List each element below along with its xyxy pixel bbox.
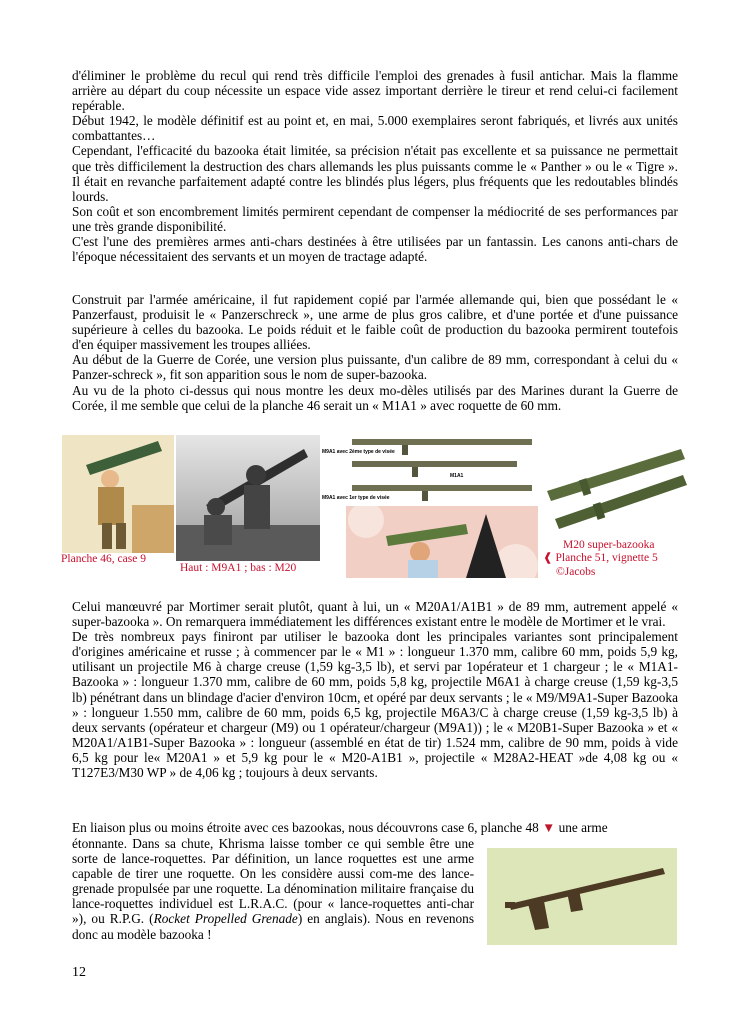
paragraph-block-mid <box>72 292 678 413</box>
final-left-text-end: ) en anglais). Nous en revenons donc au modèle bazooka ! <box>72 911 474 942</box>
comic-panel-planche51 <box>346 506 538 578</box>
paragraph-final-left <box>72 836 474 942</box>
comic-panel-planche46 <box>62 435 174 553</box>
final-intro-text: En liaison plus ou moins étroite avec ces bazookas, nous découvrons case 6, planche 48 <box>72 820 539 835</box>
paragraph: Au début de la Guerre de Corée, une version plus puissante, d'un calibre de 89 mm, correspondant à celui du « Panzer-schreck », fit son apparition sous le nom de super-bazooka. <box>72 352 678 383</box>
caption-planche46: Planche 46, case 9 <box>61 553 146 565</box>
paragraph: C'est l'une des premières armes anti-chars destinées à être utilisées par un fantassin. Les canons anti-chars de l'époque nécessitaient des servants et un moyen de tractage adapté. <box>72 234 678 265</box>
paragraph: De très nombreux pays finiront par utiliser le bazooka dont les principales variantes sont principalement d'origines américaine et russe ; à commencer par le « M1 » : longueur 1.370 mm, calibre 60 mm, poids 5,9 kg, utilisant un projectile M6 à charge creuse (1,59 kg-3,5 lb), et servi par 1opérateur et 1 chargeur ; le « M1A1-Bazooka » : longueur 1.370 mm, calibre de 60 mm, poids 5,8 kg, projectile M6A1 à charge creuse (1,59 kg-3,5 lb) pénétrant dans un blindage d'acier d'environ 10cm, et opéré par deux servants ; le « M9/M9A1-Super Bazooka » : longueur 1.550 mm, calibre de 60 mm, poids 6,5 kg, projectile M6A3/C à charge creuse (1,59 kg-3,5 lb) à deux servants (opérateur et chargeur (M9) ou 1 opérateur/chargeur (M9A1)) ; le « M20B1-Super Bazooka » et « M20A1/A1B1-Super Bazooka » : longueur (assemblé en état de tir) 1.524 mm, calibre de 90 mm, poids à vide 6,5 kg pour le« M20A1 » et 5,9 kg pour le « M20-A1B1 », projectile « M28A2-HEAT »de 4,08 kg ou « T127E3/M30 WP » de 4,06 kg ; toujours à deux servants. <box>72 629 678 781</box>
photo-m9a1-m20 <box>176 435 320 561</box>
page-number: 12 <box>72 965 86 980</box>
photo-m20-super-bazooka <box>541 435 689 530</box>
diagram-label: M9A1 avec 2ème type de visée <box>322 449 395 455</box>
final-intro-end: une arme <box>558 820 608 835</box>
paragraph: d'éliminer le problème du recul qui rend très difficile l'emploi des grenades à fusil antichar. Mais la flamme arrière au départ du coup nécessite un espace vide assez important derrière le tireur et rend celui-ci facilement repérable. <box>72 68 678 114</box>
paragraph-block-bottom <box>72 599 678 780</box>
paragraph-final-intro <box>72 820 678 835</box>
diagram-bazooka-variants <box>322 435 537 505</box>
paragraph: Au vu de la photo ci-dessus qui nous montre les deux mo-dèles utilisés par des Marines durant la Guerre de Corée, il me semble que celui de la planche 46 serait un « M1A1 » avec roquette de 60 mm. <box>72 382 678 413</box>
final-left-text: étonnante. Dans sa chute, Khrisma laisse tomber ce qui semble être une sorte de lance-roquettes. Par définition, un lance roquettes est une arme capable de tirer une roquette. On les considère aussi com-me des lance-grenade propulsée par une roquette. La dénomination militaire française du lance-roquettes individuel est L.R.A.C. (pour « lance-roquettes anti-char »), ou R.P.G. ( <box>72 836 474 927</box>
caption-m20-line2 <box>543 552 658 565</box>
caption-m20-line1: M20 super-bazooka <box>563 539 655 551</box>
diagram-label: M1A1 <box>450 473 464 479</box>
paragraph: Cependant, l'efficacité du bazooka était limitée, sa précision n'était pas excellente et sa puissance ne permettait que très difficilement la destruction des chars allemands les plus puissants comme le « Panther » ou le « Tigre ». Il était en revanche parfaitement adapté contre les blindés plus légers, plus fréquents que les redoutables blindés lourds. <box>72 143 678 204</box>
paragraph: Son coût et son encombrement limités permirent cependant de compenser la médiocrité de ses performances par une très grande disponibilité. <box>72 203 678 234</box>
paragraph-block-top <box>72 68 678 264</box>
diagram-label: M9A1 avec 1er type de visée <box>322 495 390 501</box>
final-left-italic: Rocket Propelled Grenade <box>153 911 298 927</box>
caption-m9a1-m20: Haut : M9A1 ; bas : M20 <box>180 562 297 574</box>
image-lance-roquettes <box>487 848 677 945</box>
left-arrow-icon: ❰ <box>543 552 553 564</box>
paragraph: Construit par l'armée américaine, il fut rapidement copié par l'armée allemande qui, bien que possédant le « Panzerfaust, produisit le « Panzerschreck », une arme de plus gros calibre, et d'une portée et d'une puissance supérieure à celles du bazooka. Le poids réduit et le faible coût de production du bazooka permirent toutefois d'en équiper massivement les troupes alliées. <box>72 292 678 353</box>
paragraph: Début 1942, le modèle définitif est au point et, en mai, 5.000 exemplaires seront fabriqués, et livrés aux unités combattantes… <box>72 113 678 144</box>
down-arrow-icon: ▼ <box>542 820 556 835</box>
caption-text: Planche 51, vignette 5 <box>555 552 658 564</box>
caption-m20-line3: ©Jacobs <box>556 566 596 578</box>
paragraph: Celui manœuvré par Mortimer serait plutôt, quant à lui, un « M20A1/A1B1 » de 89 mm, autrement appelé « super-bazooka ». On remarquera immédiatement les différences existant entre le modèle de Mortimer et le vrai. <box>72 599 678 630</box>
